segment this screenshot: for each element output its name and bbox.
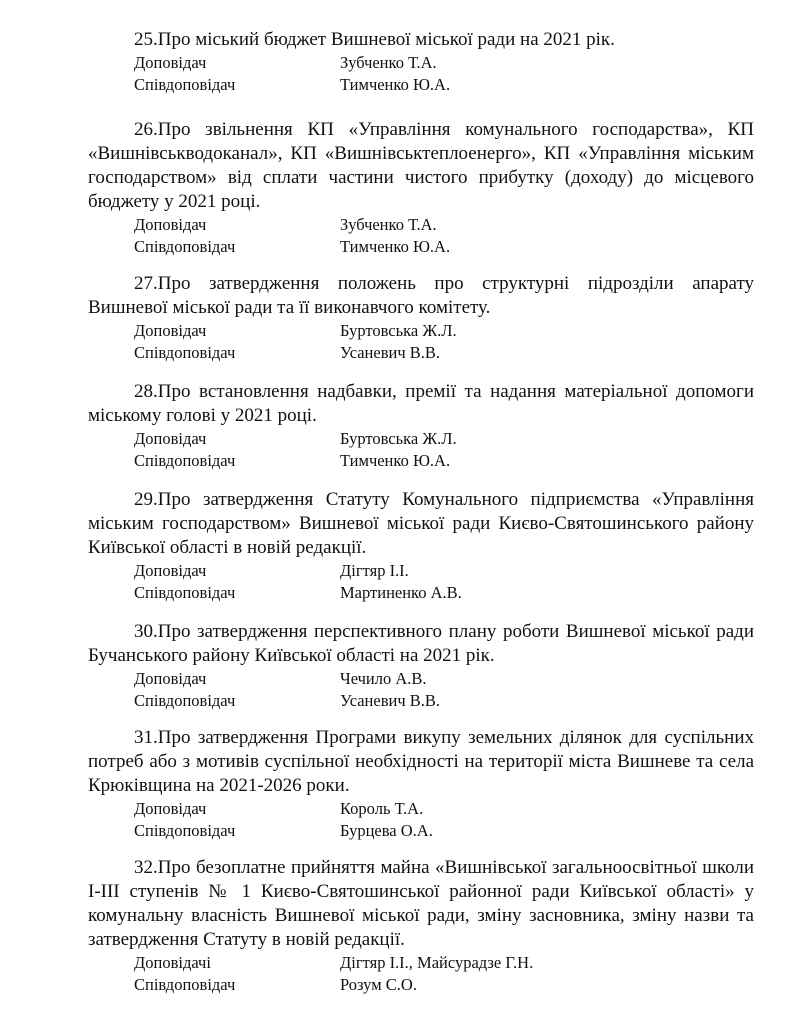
agenda-item-title: 26.Про звільнення КП «Управління комунального господарства», КП «Вишнівськводоканал», КП «Вишнівськтеплоенерго», КП «Управління міським господарством» від сплати частини чистого прибутку (доходу) до місцевого бюджету у 2021 році. — [88, 119, 754, 212]
speaker-label: Доповідач — [134, 669, 207, 688]
co-speaker-name: Усаневич В.В. — [340, 691, 441, 710]
agenda-item-title: 27.Про затвердження положень про структурні підрозділи апарату Вишневої міської ради та її виконавчого комітету. — [88, 273, 754, 318]
speaker-row — [88, 952, 754, 974]
agenda-item-title: 29.Про затвердження Статуту Комунального підприємства «Управління міським господарством» Вишневої міської ради Києво-Святошинського району Київської області в новій редакції. — [88, 489, 754, 558]
speaker-row — [88, 320, 754, 342]
co-speaker-label: Співдоповідач — [134, 821, 236, 840]
speaker-label: Доповідач — [134, 321, 207, 340]
speaker-row — [88, 560, 754, 582]
co-speaker-row — [88, 582, 754, 604]
speaker-label: Доповідач — [134, 53, 207, 72]
co-speaker-row — [88, 820, 754, 842]
agenda-item-title: 32.Про безоплатне прийняття майна «Вишнівської загальноосвітньої школи І-ІІІ ступенів № 1 Києво-Святошинської районної ради Київської області» у комунальну власність Вишневої міської ради, зміну засновника, зміну назви та затвердження Статуту в новій редакції. — [88, 857, 754, 950]
agenda-item-32 — [88, 856, 754, 996]
agenda-item-title: 28.Про встановлення надбавки, премії та надання матеріальної допомоги міському голові у 2021 році. — [88, 381, 754, 426]
co-speaker-row — [88, 690, 754, 712]
co-speaker-name: Усаневич В.В. — [340, 343, 441, 362]
co-speaker-name: Бурцева О.А. — [340, 821, 433, 840]
speaker-name: Зубченко Т.А. — [340, 53, 437, 72]
agenda-item-30 — [88, 620, 754, 712]
speaker-name: Чечило А.В. — [340, 669, 427, 688]
speaker-name: Зубченко Т.А. — [340, 215, 437, 234]
agenda-item-25 — [88, 28, 754, 96]
speaker-label: Доповідач — [134, 799, 207, 818]
speaker-name: Король Т.А. — [340, 799, 424, 818]
co-speaker-name: Тимченко Ю.А. — [340, 237, 451, 256]
speaker-row — [88, 52, 754, 74]
co-speaker-row — [88, 450, 754, 472]
co-speaker-label: Співдоповідач — [134, 451, 236, 470]
speaker-name: Буртовська Ж.Л. — [340, 429, 457, 448]
speaker-row — [88, 668, 754, 690]
speaker-row — [88, 214, 754, 236]
speaker-label: Доповідач — [134, 561, 207, 580]
co-speaker-name: Тимченко Ю.А. — [340, 75, 451, 94]
co-speaker-label: Співдоповідач — [134, 75, 236, 94]
speaker-row — [88, 428, 754, 450]
speaker-name: Дігтяр І.І. — [340, 561, 409, 580]
speaker-row — [88, 798, 754, 820]
co-speaker-label: Співдоповідач — [134, 691, 236, 710]
co-speaker-row — [88, 236, 754, 258]
agenda-item-title: 25.Про міський бюджет Вишневої міської ради на 2021 рік. — [134, 29, 615, 50]
co-speaker-label: Співдоповідач — [134, 237, 236, 256]
speaker-label: Доповідач — [134, 429, 207, 448]
co-speaker-name: Мартиненко А.В. — [340, 583, 462, 602]
co-speaker-label: Співдоповідач — [134, 583, 236, 602]
co-speaker-row — [88, 74, 754, 96]
co-speaker-name: Тимченко Ю.А. — [340, 451, 451, 470]
agenda-item-28 — [88, 380, 754, 472]
speaker-label: Доповідач — [134, 215, 207, 234]
co-speaker-name: Розум С.О. — [340, 975, 417, 994]
agenda-item-26 — [88, 118, 754, 258]
co-speaker-label: Співдоповідач — [134, 343, 236, 362]
agenda-item-29 — [88, 488, 754, 604]
speaker-name: Буртовська Ж.Л. — [340, 321, 457, 340]
agenda-item-31 — [88, 726, 754, 842]
agenda-item-title: 30.Про затвердження перспективного плану роботи Вишневої міської ради Бучанського району Київської області на 2021 рік. — [88, 621, 754, 666]
co-speaker-label: Співдоповідач — [134, 975, 236, 994]
speaker-name: Дігтяр І.І., Майсурадзе Г.Н. — [340, 953, 534, 972]
co-speaker-row — [88, 342, 754, 364]
agenda-item-title: 31.Про затвердження Програми викупу земельних ділянок для суспільних потреб або з мотивів суспільної необхідності на території міста Вишневе та села Крюківщина на 2021-2026 роки. — [88, 727, 754, 796]
agenda-item-27 — [88, 272, 754, 364]
co-speaker-row — [88, 974, 754, 996]
speaker-label: Доповідачі — [134, 953, 211, 972]
